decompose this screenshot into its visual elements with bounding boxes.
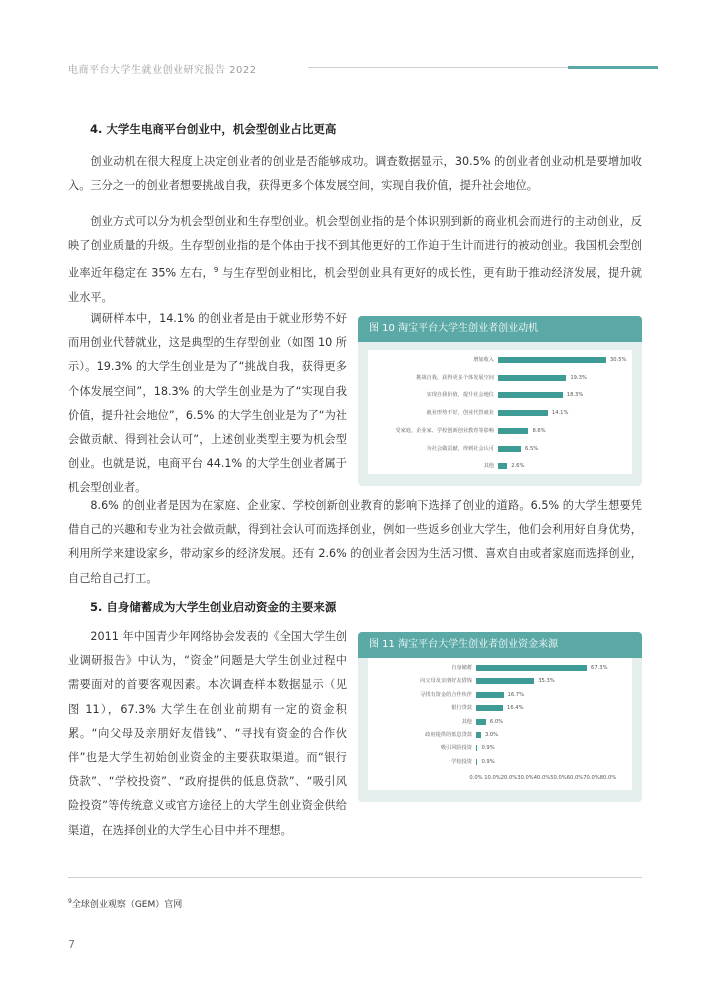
chart1-category-label: 银行贷款	[451, 705, 472, 712]
chart1-tick-label: 30.0%	[517, 775, 534, 782]
figure-10-title: 图 10 淘宝平台大学生创业者创业动机	[358, 316, 642, 342]
figure-11-plot-area	[368, 658, 632, 790]
chart1-value-label: 6.0%	[489, 718, 504, 725]
section-4-paragraph-3: 调研样本中，14.1% 的创业者是由于就业形势不好而用创业代替就业，这是典型的生存型创业（如图 10 所示）。19.3% 的大学生创业是为了“挑战自我，获得更多个体发展空间”，18.3% 的大学生创业是为了“实现自我价值，提升社会地位”，6.5% 的大学生创业是为了“为社会做贡献、得到社会认可”，上述创业类型主要为机会型创业。也就是说，电商平台 44.1% 的大学生创业者属于机会型创业者。	[68, 312, 347, 495]
figure-11-title: 图 11 淘宝平台大学生创业者创业资金来源	[358, 632, 642, 658]
chart0-value-label: 2.6%	[511, 463, 525, 470]
paragraph-2-part-1: 创业方式可以分为机会型创业和生存型创业。机会型创业指的是个体识别到新的商业机会而进行的主动创业，反映了创业质量的升级。生存型创业指的是个体由于找不到其他更好的工作迫于生计而进行的被动创业。我国机会型创业率近年稳定在 35% 左右，	[68, 215, 642, 281]
header-accent-bar	[568, 66, 658, 69]
figure-10-plot-area	[368, 350, 632, 474]
chart1-tick-label: 70.0%	[583, 775, 600, 782]
chart0-value-label: 18.3%	[566, 392, 584, 399]
footnote-text: 全球创业观察（GEM）官网	[71, 900, 183, 910]
chart0-value-label: 8.6%	[532, 427, 546, 434]
chart0-bar	[498, 446, 521, 452]
chart1-bar	[476, 745, 477, 751]
chart1-value-label: 16.7%	[507, 691, 525, 698]
footnote-divider	[68, 877, 642, 878]
header-divider	[308, 67, 568, 68]
chart1-tick-label: 10.0%	[484, 775, 501, 782]
chart0-category-label: 挑战自我，获得更多个体发展空间	[416, 374, 494, 381]
chart1-bar	[476, 665, 587, 671]
chart0-category-label: 实现自我价值，提升社会地位	[426, 392, 494, 399]
chart1-category-label: 吸引风险投资	[440, 745, 472, 752]
chart0-category-label: 增加收入	[473, 357, 494, 363]
chart1-bar	[476, 719, 486, 725]
chart0-bar	[498, 410, 548, 416]
chart0-value-label: 19.3%	[570, 374, 587, 381]
chart1-tick-label: 50.0%	[550, 775, 567, 782]
chart1-tick-label: 20.0%	[500, 775, 518, 782]
chart0-value-label: 14.1%	[551, 410, 569, 417]
chart0-bar	[498, 357, 606, 363]
chart0-bar	[498, 375, 566, 381]
chart1-tick-label: 40.0%	[533, 775, 551, 782]
footnote	[68, 897, 182, 910]
chart1-bar	[476, 705, 503, 711]
section-5-title: 5. 自身储蓄成为大学生创业启动资金的主要来源	[90, 600, 337, 614]
chart1-tick-label: 80.0%	[599, 775, 617, 782]
chart0-bar	[498, 463, 507, 469]
chart1-category-label: 其他	[461, 718, 472, 725]
chart1-category-label: 自身储蓄	[451, 665, 472, 671]
footnote-reference: 9	[213, 266, 219, 275]
chart1-tick-label: 60.0%	[566, 775, 584, 782]
section-4-paragraph-1: 创业动机在很大程度上决定创业者的创业是否能够成功。调查数据显示，30.5% 的创业者创业动机是要增加收入。三分之一的创业者想要挑战自我，获得更多个体发展空间，实现自我价值，提升社会地位。	[68, 155, 642, 193]
chart1-value-label: 0.9%	[481, 745, 495, 752]
chart1-tick-label: 0.0%	[469, 775, 483, 782]
chart1-value-label: 3.0%	[484, 732, 499, 738]
section-4-title: 4. 大学生电商平台创业中，机会型创业占比更高	[90, 122, 337, 136]
chart1-value-label: 67.3%	[591, 665, 608, 671]
footnote-marker: 9	[68, 898, 72, 905]
chart0-bar	[498, 428, 528, 434]
chart1-bar	[476, 759, 477, 765]
section-4-paragraph-2	[68, 210, 642, 311]
figure-11	[358, 632, 642, 802]
chart0-value-label: 30.5%	[610, 357, 627, 363]
chart1-bar	[476, 732, 481, 738]
chart1-category-label: 学校投资	[451, 758, 472, 765]
chart0-category-label: 就业形势不好，创业代替就业	[426, 410, 494, 417]
chart1-bar	[476, 692, 504, 698]
section-5-paragraph-1: 2011 年中国青少年网络协会发表的《全国大学生创业调研报告》中认为，“资金”问题是大学生创业过程中需要面对的首要客观因素。本次调查样本数据显示（见图 11），67.3% 大学生在创业前期有一定的资金积累。“向父母及亲朋好友借钱”、“寻找有资金的合作伙伴”也是大学生初始创业资金的主要获取渠道。而“银行贷款”、“学校投资”、“政府提供的低息贷款”、“吸引风险投资”等传统意义或官方途径上的大学生创业资金供给渠道，在选择创业的大学生心目中并不理想。	[68, 630, 347, 837]
chart1-value-label: 16.4%	[507, 705, 524, 712]
paragraph-2-part-2: 与生存型创业相比，机会型创业具有更好的成长性，更有助于推动经济发展，提升就业水平。	[68, 267, 642, 305]
chart1-category-label: 向父母及亲朋好友借钱	[420, 678, 472, 685]
chart0-value-label: 6.5%	[525, 445, 539, 452]
page-number: 7	[68, 938, 75, 951]
chart1-category-label: 寻找有资金的合作伙伴	[420, 691, 472, 698]
chart0-category-label: 受家庭、企业家、学校创新创业教育等影响	[395, 427, 494, 434]
chart0-bar	[498, 392, 563, 398]
chart1-value-label: 35.3%	[538, 678, 555, 685]
chart0-category-label: 为社会做贡献、得到社会认可	[426, 445, 494, 452]
section-4-paragraph-4: 8.6% 的创业者是因为在家庭、企业家、学校创新创业教育的影响下选择了创业的道路。6.5% 的大学生想要凭借自己的兴趣和专业为社会做贡献，得到社会认可而选择创业，例如一些返乡创业大学生，他们会利用好自身优势，利用所学来建设家乡，带动家乡的经济发展。还有 2.6% 的创业者会因为生活习惯、喜欢自由或者家庭而选择创业，自己给自己打工。	[68, 499, 642, 585]
chart1-value-label: 0.9%	[481, 758, 495, 765]
header-title: 电商平台大学生就业创业研究报告 2022	[68, 65, 257, 76]
chart1-bar	[476, 678, 534, 684]
chart0-category-label: 其他	[483, 463, 494, 470]
chart1-category-label: 政府提供的低息贷款	[425, 732, 472, 738]
figure-10	[358, 316, 642, 486]
